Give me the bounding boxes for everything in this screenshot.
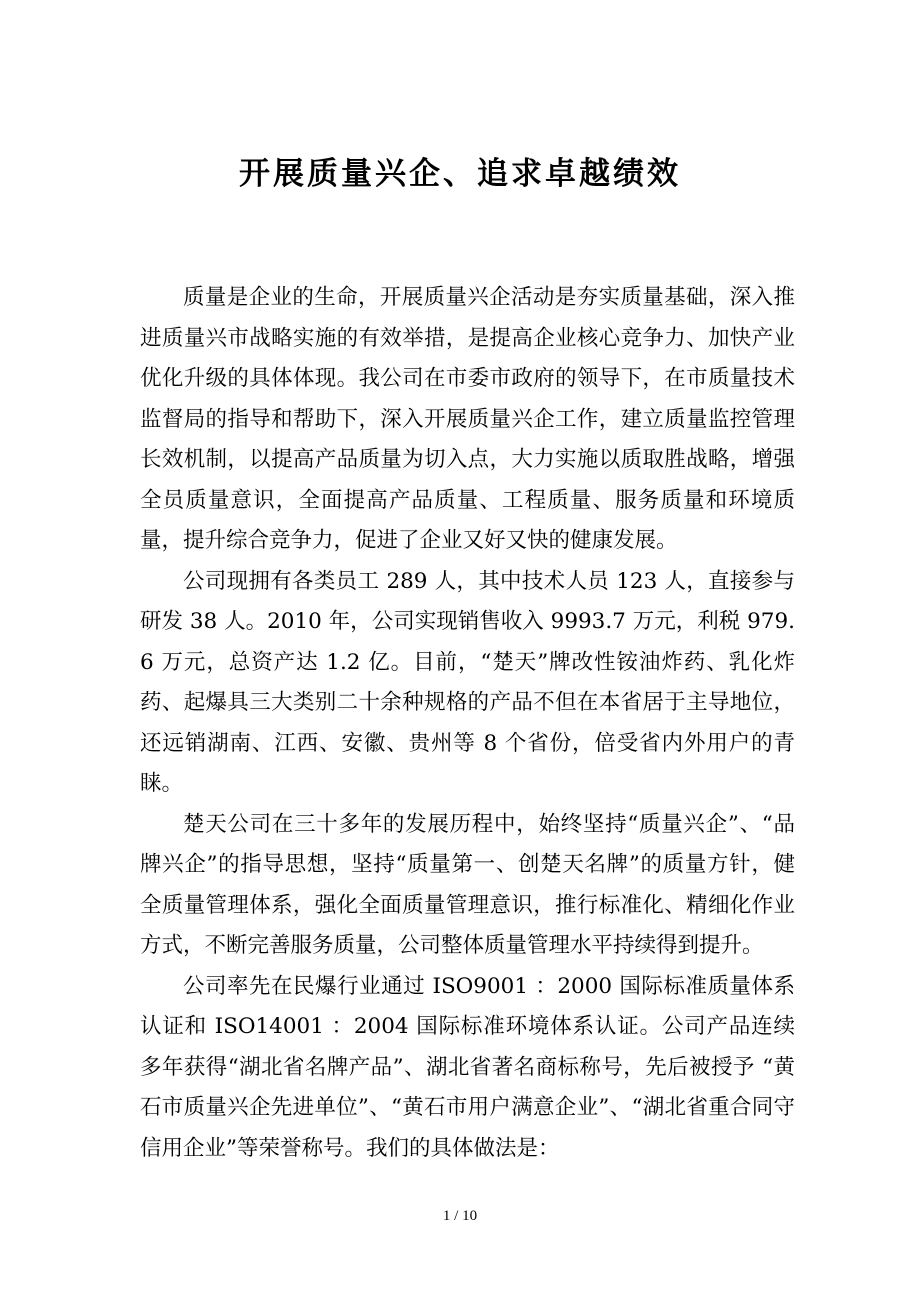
document-body	[140, 278, 795, 1169]
paragraph-3: 楚天公司在三十多年的发展历程中，始终坚持“质量兴企”、“品牌兴企”的指导思想，坚持“质量第一、创楚天名牌”的质量方针，健全质量管理体系，强化全面质量管理意识，推行标准化、精细化作业方式，不断完善服务质量，公司整体质量管理水平持续得到提升。	[140, 811, 795, 958]
paragraph-1: 质量是企业的生命，开展质量兴企活动是夯实质量基础，深入推进质量兴市战略实施的有效举措，是提高企业核心竞争力、加快产业优化升级的具体体现。我公司在市委市政府的领导下，在市质量技术监督局的指导和帮助下，深入开展质量兴企工作，建立质量监控管理长效机制，以提高产品质量为切入点，大力实施以质取胜战略，增强全员质量意识，全面提高产品质量、工程质量、服务质量和环境质量，提升综合竞争力，促进了企业又好又快的健康发展。	[140, 285, 795, 553]
paragraph-2: 公司现拥有各类员工 289 人，其中技术人员 123 人，直接参与研发 38 人。2010 年，公司实现销售收入 9993.7 万元，利税 979.6 万元，总资产达 1.2 亿。目前，“楚天”牌改性铵油炸药、乳化炸药、起爆具三大类别二十余种规格的产品不但在本省居于主导地位，还远销湖南、江西、安徽、贵州等 8 个省份，倍受省内外用户的青睐。	[140, 568, 795, 796]
page-number: 1 / 10	[442, 1208, 478, 1224]
paragraph-4: 公司率先在民爆行业通过 ISO9001 ：2000 国际标准质量体系认证和 ISO14001 ：2004 国际标准环境体系认证。公司产品连续多年获得“湖北省名牌产品”、湖北省著名商标称号，先后被授予 “黄石市质量兴企先进单位”、“黄石市用户满意企业”、“湖北省重合同守信用企业”等荣誉称号。我们的具体做法是：	[140, 973, 795, 1161]
document-title: 开展质量兴企、追求卓越绩效	[239, 156, 681, 192]
